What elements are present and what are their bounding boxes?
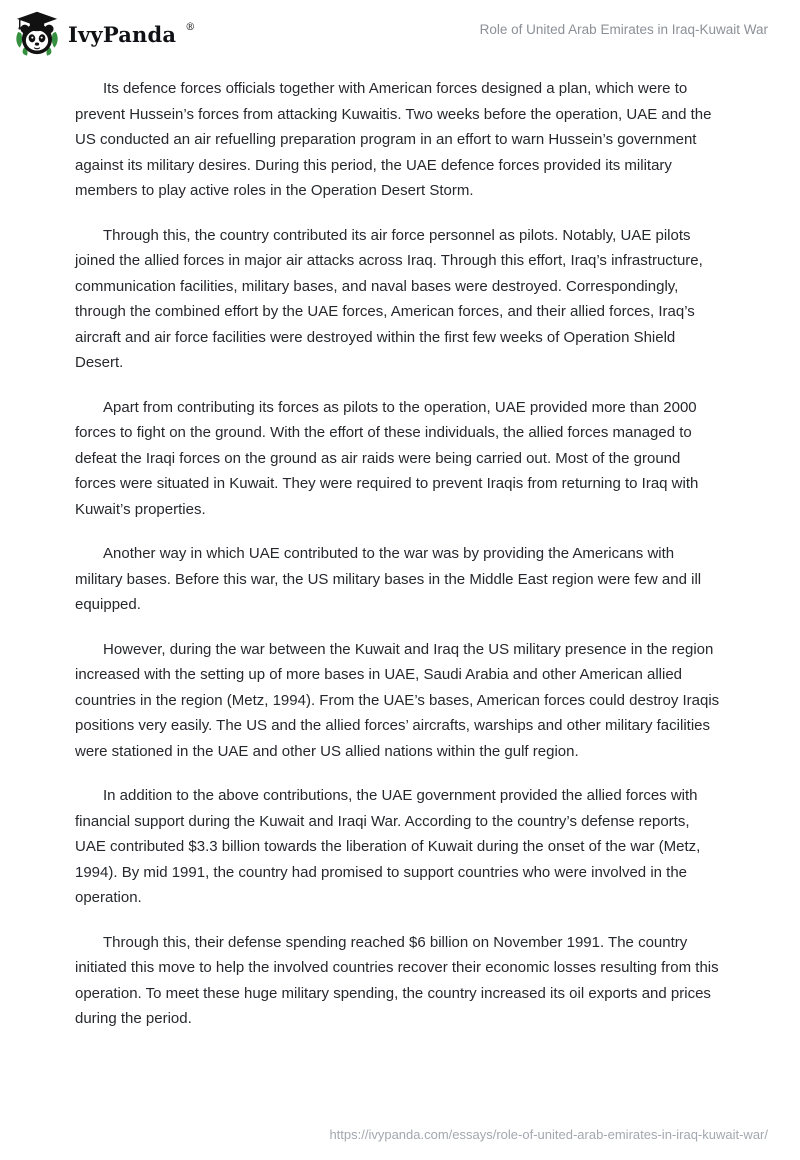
document-title: Role of United Arab Emirates in Iraq-Kuwait War	[479, 22, 768, 37]
source-url-link[interactable]: https://ivypanda.com/essays/role-of-united-arab-emirates-in-iraq-kuwait-war/	[329, 1127, 768, 1142]
page-footer	[0, 1126, 800, 1160]
paragraph-3: Apart from contributing its forces as pilots to the operation, UAE provided more than 2000 forces to fight on the ground. With the effort of these individuals, the allied forces managed to defeat the Iraqi forces on the ground as air raids were being carried out. Most of the ground forces were situated in Kuwait. They were required to prevent Iraqis from returning to Iraq with Kuwait’s properties.	[75, 398, 699, 518]
paragraph-6: In addition to the above contributions, the UAE government provided the allied forces with financial support during the Kuwait and Iraqi War. According to the country’s defense reports, UAE contributed $3.3 billion towards the liberation of Kuwait during the onset of the war (Metz, 1994). By mid 1991, the country had promised to support countries who were involved in the operation.	[75, 787, 701, 906]
ivypanda-panda-logo-icon	[14, 10, 60, 58]
paragraph-5: However, during the war between the Kuwait and Iraq the US military presence in the region increased with the setting up of more bases in UAE, Saudi Arabia and other American allied countries in the region (Metz, 1994). From the UAE’s bases, American forces could destroy Iraqis positions very easily. The US and the allied forces’ aircrafts, warships and other military facilities were stationed in the UAE and other US allied nations within the gulf region.	[75, 640, 720, 760]
paragraph-4: Another way in which UAE contributed to the war was by providing the Americans with military bases. Before this war, the US military bases in the Middle East region were few and ill equipped.	[75, 545, 702, 613]
paragraph-2: Through this, the country contributed its air force personnel as pilots. Notably, UAE pilots joined the allied forces in major air attacks across Iraq. Through this effort, Iraq’s infrastructure, communication facilities, military bases, and naval bases were destroyed. Correspondingly, through the combined effort by the UAE forces, American forces, and their allied forces, Iraq’s aircraft and air force facilities were destroyed within the first few weeks of Operation Shield Desert.	[75, 226, 703, 371]
paragraph-7: Through this, their defense spending reached $6 billion on November 1991. The country initiated this move to help the involved countries recover their economic losses resulting from this operation. To meet these huge military spending, the country increased its oil exports and prices during the period.	[75, 933, 719, 1027]
article-body	[0, 64, 800, 1051]
page-header	[0, 0, 800, 64]
brand[interactable]	[14, 10, 194, 58]
registered-mark: ®	[185, 21, 196, 33]
paragraph-1: Its defence forces officials together with American forces designed a plan, which were to prevent Hussein’s forces from attacking Kuwaitis. Two weeks before the operation, UAE and the US conducted an air refuelling preparation program in an effort to warn Hussein’s government against its military desires. During this period, the UAE defence forces provided its military members to play active roles in the Operation Desert Storm.	[75, 80, 712, 199]
brand-name: IvyPanda	[68, 21, 177, 47]
